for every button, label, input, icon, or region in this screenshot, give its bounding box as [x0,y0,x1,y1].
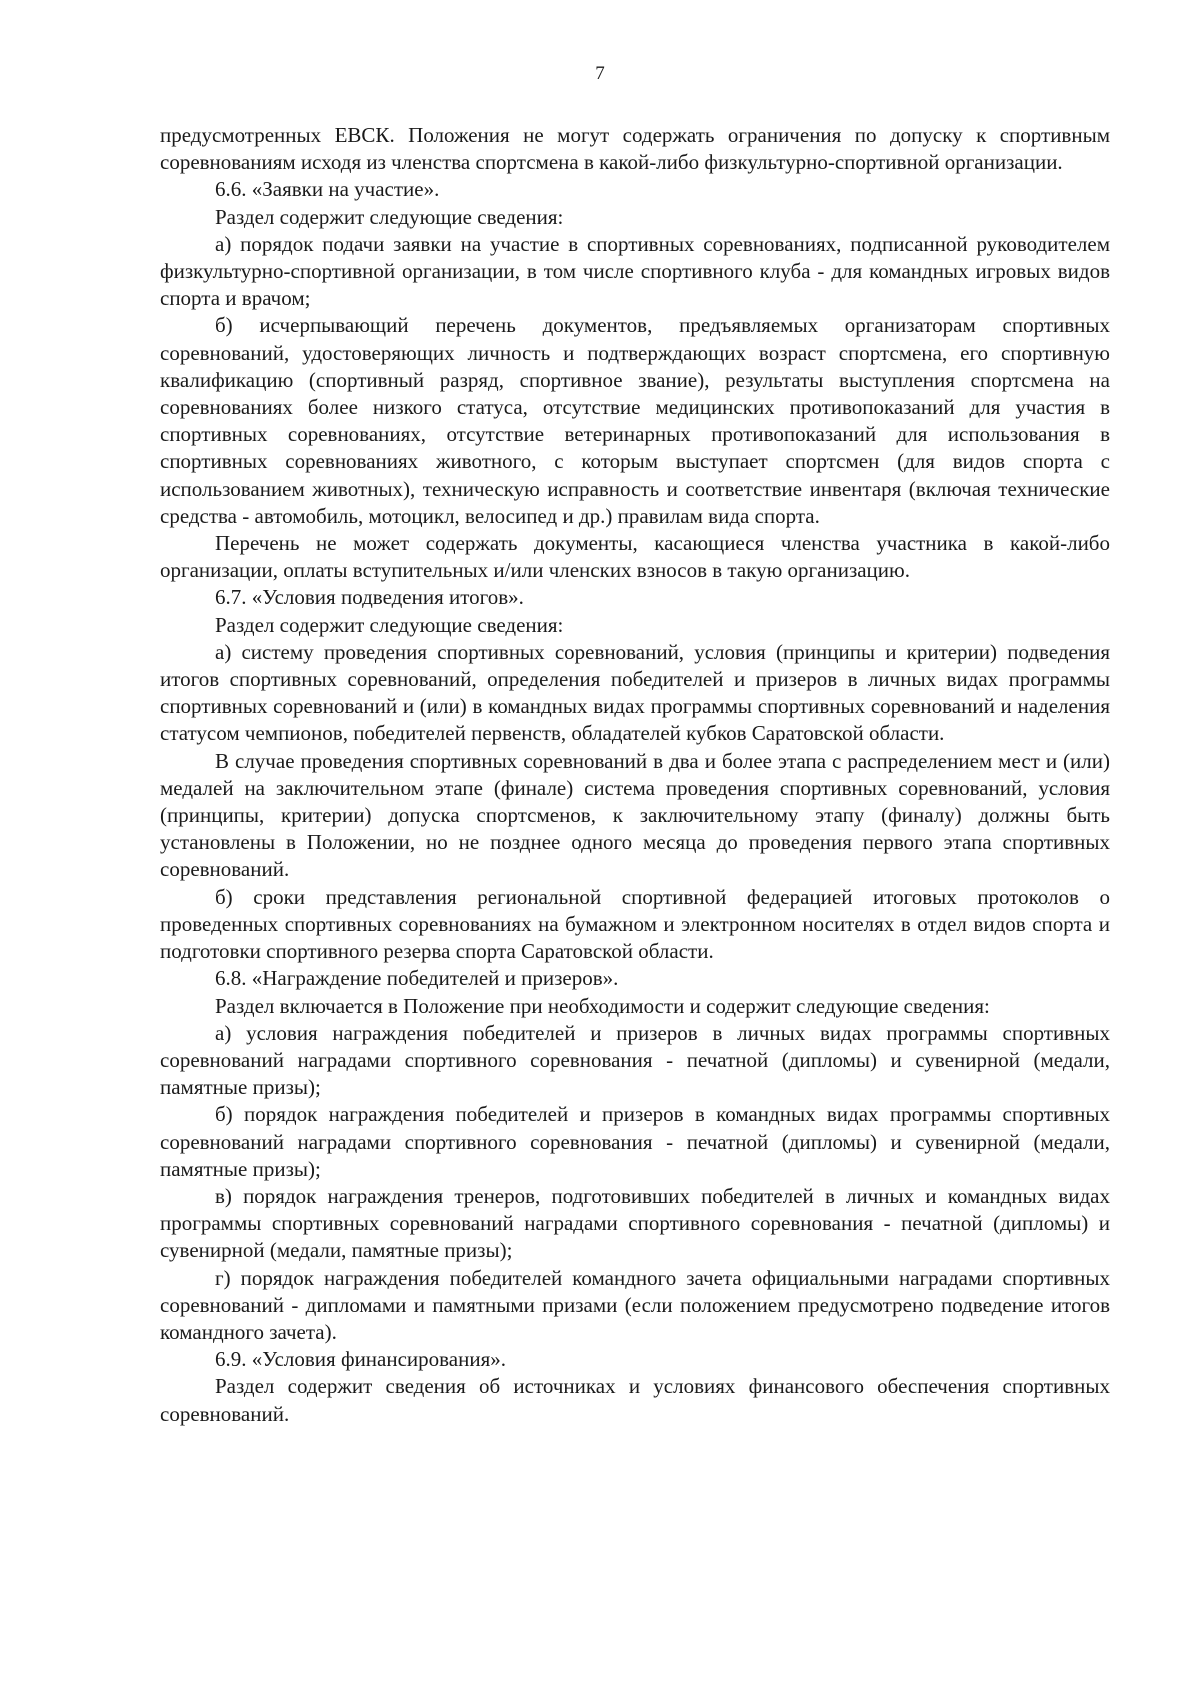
paragraph: Раздел содержит сведения об источниках и условиях финансового обеспечения спортивных соревнований. [160,1374,1110,1426]
paragraph: Раздел содержит следующие сведения: [215,612,564,637]
paragraph: В случае проведения спортивных соревнований в два и более этапа с распределением мест и (или) медалей на заключительном этапе (финале) система проведения спортивных соревнований, условия (принципы, критерии) допуска спортсменов, к заключительному этапу (финалу) должны быть установлены в Положении, но не позднее одного месяца до проведения первого этапа спортивных соревнований. [160,748,1110,882]
section-heading: 6.7. «Условия подведения итогов». [215,585,524,610]
paragraph: Раздел включается в Положение при необходимости и содержит следующие сведения: [215,993,990,1018]
section-heading: 6.8. «Награждение победителей и призеров». [215,966,619,991]
list-item: б) сроки представления региональной спортивной федерацией итоговых протоколов о проведенных спортивных соревнованиях на бумажном и электронном носителях в отдел видов спорта и подготовки спортивного резерва спорта Саратовской области. [160,884,1110,964]
list-item: а) систему проведения спортивных соревнований, условия (принципы и критерии) подведения итогов спортивных соревнований, определения победителей и призеров в личных видах программы спортивных соревнований и (или) в командных видах программы спортивных соревнований и наделения статусом чемпионов, победителей первенств, обладателей кубков Саратовской области. [160,639,1110,746]
body-text [160,122,1110,1428]
page-number: 7 [595,63,605,84]
list-item: в) порядок награждения тренеров, подготовивших победителей в личных и командных видах программы спортивных соревнований наградами спортивного соревнования - печатной (дипломы) и сувенирной (медали, памятные призы); [160,1183,1110,1263]
section-heading: 6.9. «Условия финансирования». [215,1347,507,1372]
list-item: б) исчерпывающий перечень документов, предъявляемых организаторам спортивных соревнований, удостоверяющих личность и подтверждающих возраст спортсмена, его спортивную квалификацию (спортивный разряд, спортивное звание), результаты выступления спортсмена на соревнованиях более низкого статуса, отсутствие медицинских противопоказаний для участия в спортивных соревнованиях, отсутствие ветеринарных противопоказаний для использования в спортивных соревнованиях животного, с которым выступает спортсмен (для видов спорта с использованием животных), техническую исправность и соответствие инвентаря (включая технические средства - автомобиль, мотоцикл, велосипед и др.) правилам вида спорта. [160,313,1110,528]
list-item: г) порядок награждения победителей командного зачета официальными наградами спортивных соревнований - дипломами и памятными призами (если положением предусмотрено подведение итогов командного зачета). [160,1265,1110,1344]
list-item: б) порядок награждения победителей и призеров в командных видах программы спортивных соревнований наградами спортивного соревнования - печатной (дипломы) и сувенирной (медали, памятные призы); [160,1102,1110,1181]
section-heading: 6.6. «Заявки на участие». [215,177,440,202]
paragraph: предусмотренных ЕВСК. Положения не могут содержать ограничения по допуску к спортивным соревнованиям исходя из членства спортсмена в какой-либо физкультурно-спортивной организации. [160,123,1110,175]
paragraph: Перечень не может содержать документы, касающиеся членства участника в какой-либо организации, оплаты вступительных и/или членских взносов в такую организацию. [160,531,1110,583]
paragraph: Раздел содержит следующие сведения: [215,204,564,229]
list-item: а) условия награждения победителей и призеров в личных видах программы спортивных соревнований наградами спортивного соревнования - печатной (дипломы) и сувенирной (медали, памятные призы); [160,1020,1110,1100]
list-item: а) порядок подачи заявки на участие в спортивных соревнованиях, подписанной руководителем физкультурно-спортивной организации, в том числе спортивного клуба - для командных игровых видов спорта и врачом; [160,231,1110,311]
